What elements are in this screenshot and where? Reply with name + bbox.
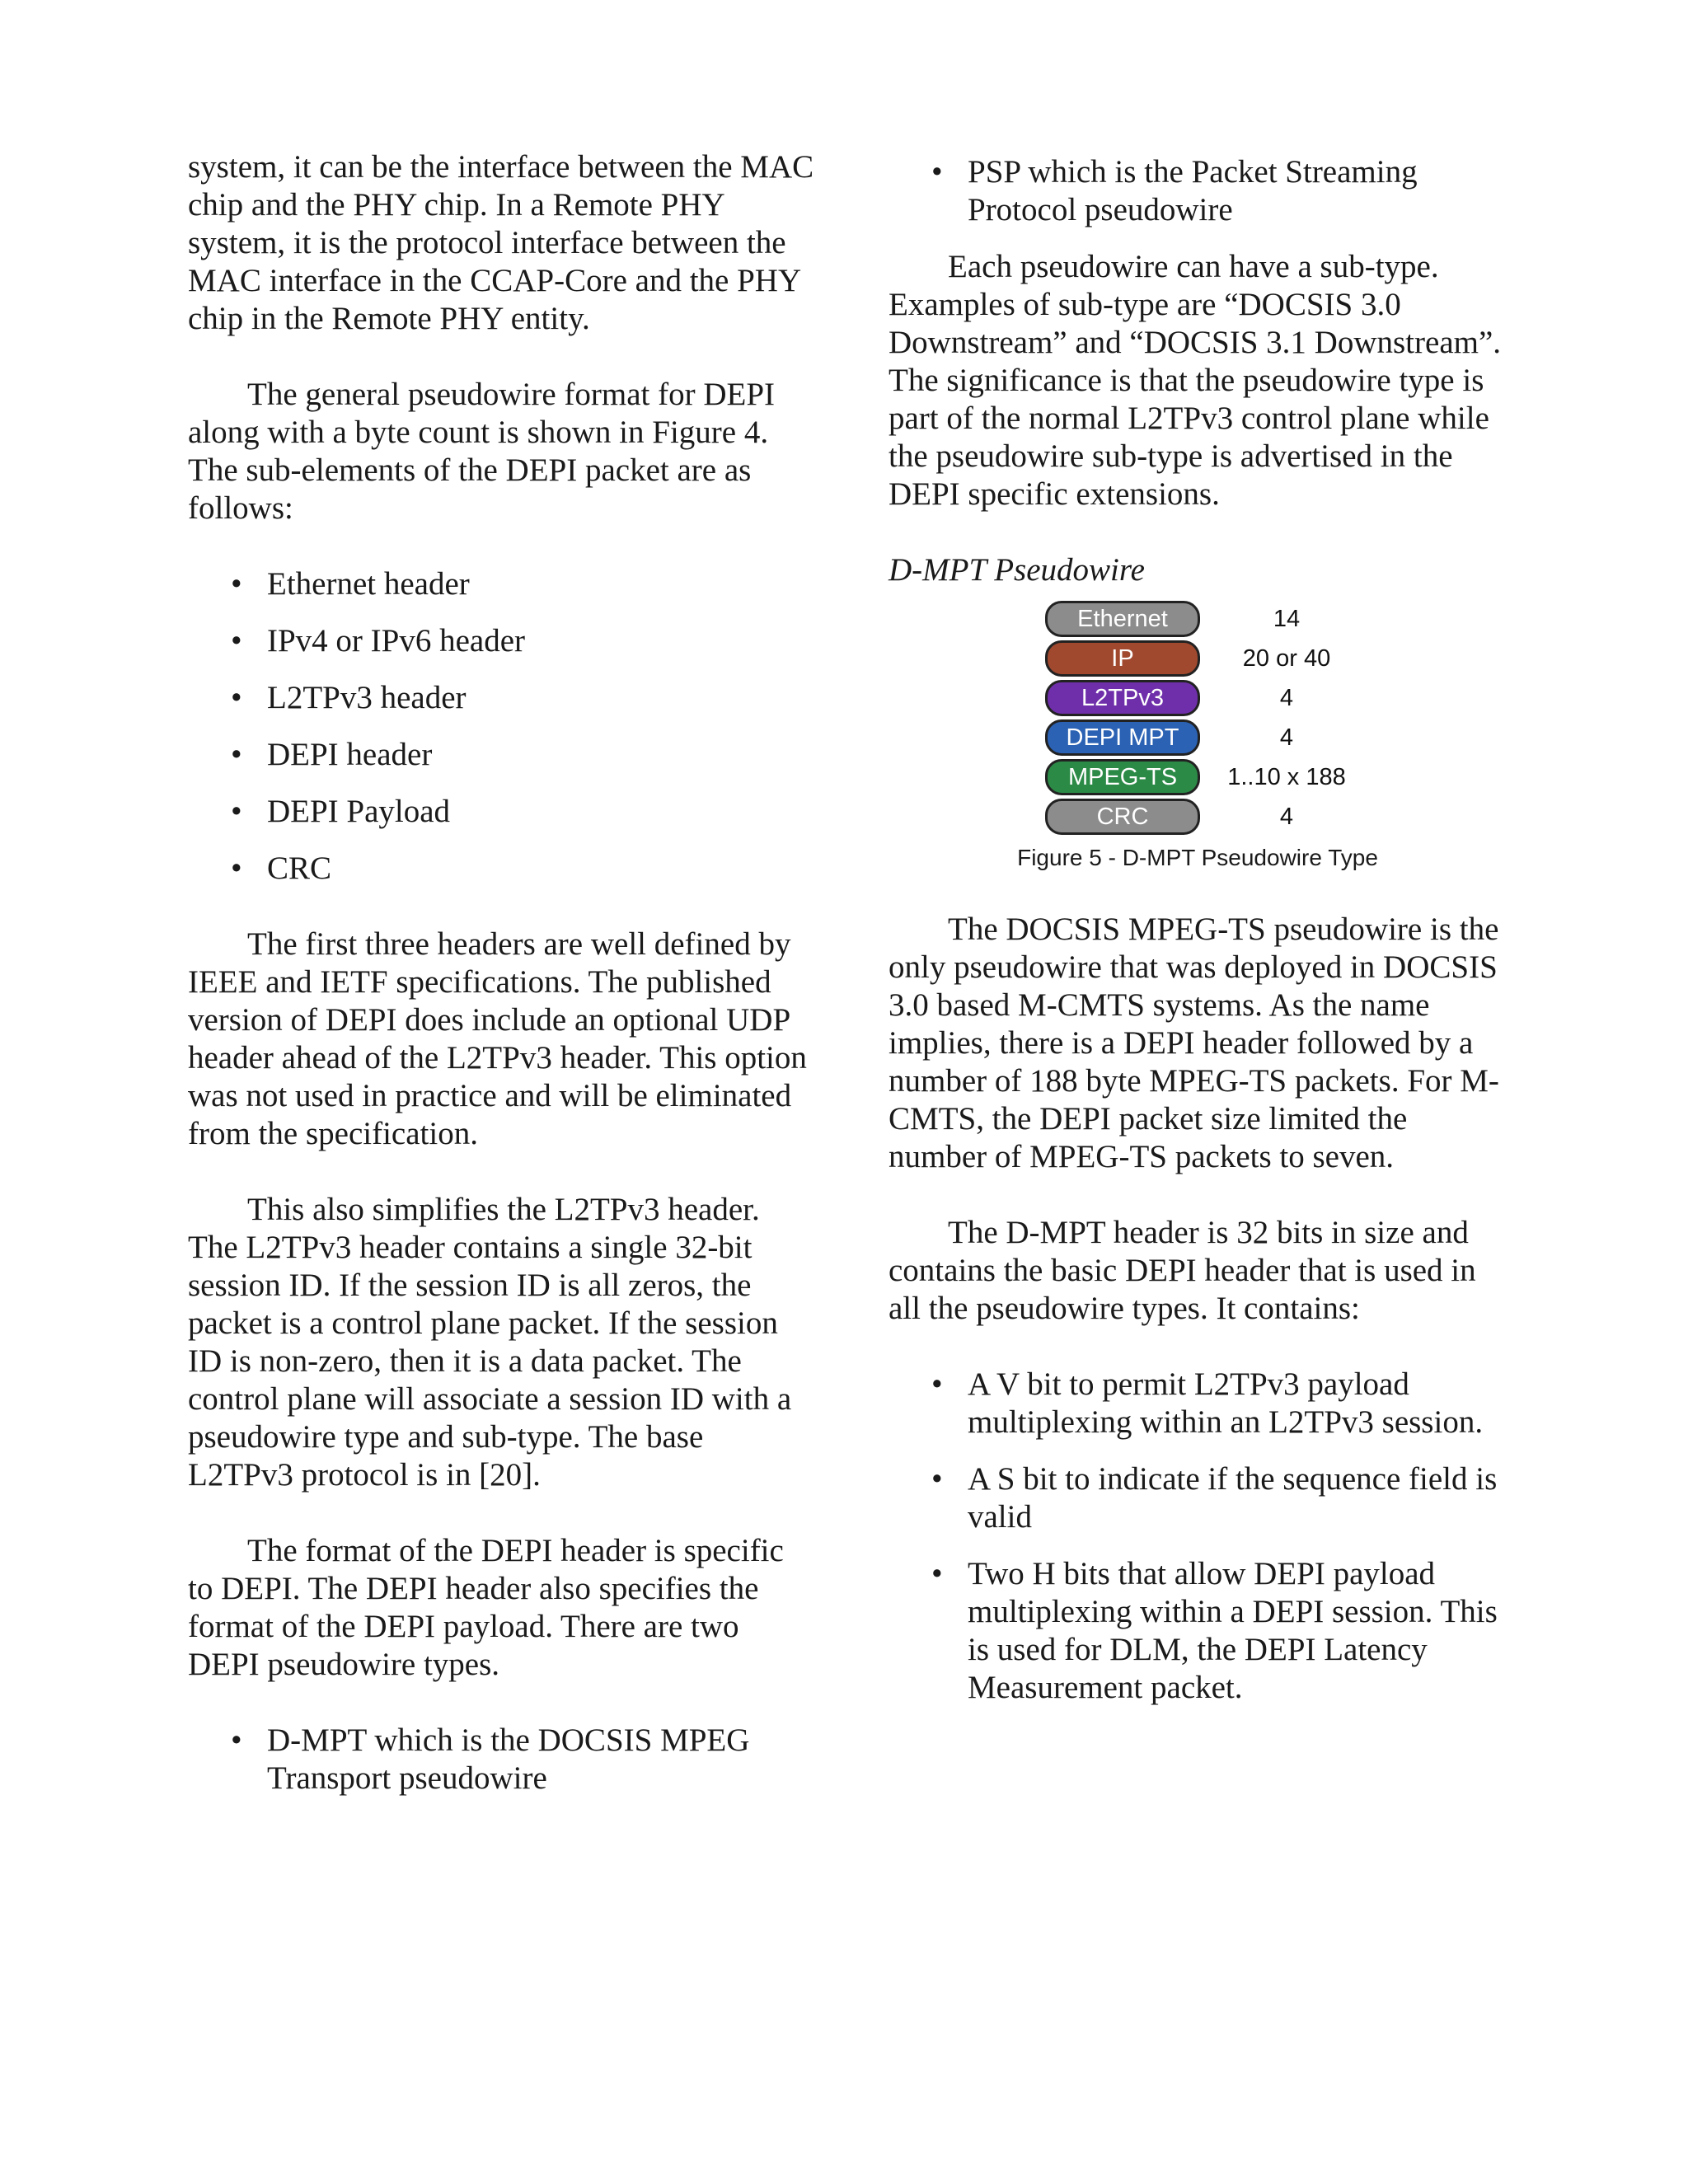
sub-elements-list (188, 565, 814, 888)
paragraph: This also simplifies the L2TPv3 header. The L2TPv3 header contains a single 32-bit session ID. If the session ID is all zeros, the packet is a control plane packet. If the session ID is non-zero, then it is a data packet. The control plane will associate a session ID with a pseudowire type and sub-type. The base L2TPv3 protocol is in [20]. (188, 1192, 792, 1493)
list-item: • IPv4 or IPv6 header (188, 622, 814, 660)
list-item: • A S bit to indicate if the sequence field is valid (889, 1460, 1507, 1536)
paragraph: Each pseudowire can have a sub-type. Examples of sub-type are “DOCSIS 3.0 Downstream” and “DOCSIS 3.1 Downstream”. The significance is that the pseudowire type is part of the normal L2TPv3 control plane while the pseudowire sub-type is advertised in the DEPI specific extensions. (889, 249, 1502, 512)
byte-count: 14 (1273, 606, 1301, 632)
paragraph: The first three headers are well defined by IEEE and IETF specifications. The published version of DEPI does include an optional UDP header ahead of the L2TPv3 header. This option was not used in practice and will be eliminated from the specification. (188, 926, 807, 1151)
figure-caption: Figure 5 - D-MPT Pseudowire Type (1017, 845, 1378, 870)
layer-label: MPEG-TS (1067, 764, 1178, 790)
byte-count: 4 (1279, 804, 1294, 830)
list-item: • A V bit to permit L2TPv3 payload multiplexing within an L2TPv3 session. (889, 1366, 1507, 1441)
list-item: • Two H bits that allow DEPI payload multiplexing within a DEPI session. This is used for DLM, the DEPI Latency Measurement packet. (889, 1555, 1507, 1707)
paragraph: The D-MPT header is 32 bits in size and contains the basic DEPI header that is used in all the pseudowire types. It contains: (889, 1215, 1476, 1326)
list-item: • DEPI header (188, 736, 814, 774)
list-item: • PSP which is the Packet Streaming Protocol pseudowire (889, 153, 1507, 229)
layer-label: Ethernet (1077, 606, 1168, 632)
list-item: • L2TPv3 header (188, 679, 814, 717)
layer-ip (1045, 640, 1331, 677)
layer-label: L2TPv3 (1081, 685, 1164, 711)
layer-ethernet (1045, 601, 1301, 637)
paragraph: The DOCSIS MPEG-TS pseudowire is the only pseudowire that was deployed in DOCSIS 3.0 based M-CMTS systems. As the name implies, there is a DEPI header followed by a number of 188 byte MPEG-TS packets. For M-CMTS, the DEPI packet size limited the number of MPEG-TS packets to seven. (889, 912, 1499, 1174)
paragraph: system, it can be the interface between the MAC chip and the PHY chip. In a Remote PHY system, it is the protocol interface between the MAC interface in the CCAP-Core and the PHY chip in the Remote PHY entity. (188, 149, 814, 336)
layer-mpeg-ts (1045, 759, 1346, 795)
list-item: • D-MPT which is the DOCSIS MPEG Transport pseudowire (188, 1722, 814, 1797)
layer-l2tpv3 (1045, 680, 1294, 716)
header-fields-list (889, 1366, 1507, 1707)
paragraph: The general pseudowire format for DEPI along with a byte count is shown in Figure 4. The sub-elements of the DEPI packet are as follows: (188, 377, 776, 526)
byte-count: 4 (1279, 724, 1294, 751)
layer-stack (1045, 601, 1346, 838)
figure-dmpt-pseudowire (889, 594, 1507, 841)
pseudowire-types-list (188, 1722, 814, 1797)
layer-label: CRC (1096, 804, 1149, 830)
list-item: • DEPI Payload (188, 793, 814, 831)
byte-count: 4 (1279, 685, 1294, 711)
list-item: • Ethernet header (188, 565, 814, 603)
pseudowire-types-list-continued (889, 153, 1507, 229)
layer-depi-mpt (1045, 719, 1294, 756)
paragraph: The format of the DEPI header is specific to DEPI. The DEPI header also specifies the format of the DEPI payload. There are two DEPI pseudowire types. (188, 1533, 784, 1682)
list-item: • CRC (188, 850, 814, 888)
layer-crc (1045, 799, 1294, 835)
right-column (889, 148, 1507, 1726)
byte-count: 20 or 40 (1242, 645, 1331, 672)
left-column (188, 148, 814, 1816)
section-heading: D-MPT Pseudowire (889, 552, 1145, 588)
layer-label: DEPI MPT (1066, 724, 1179, 751)
byte-count: 1..10 x 188 (1227, 764, 1346, 790)
layer-label: IP (1111, 645, 1134, 672)
